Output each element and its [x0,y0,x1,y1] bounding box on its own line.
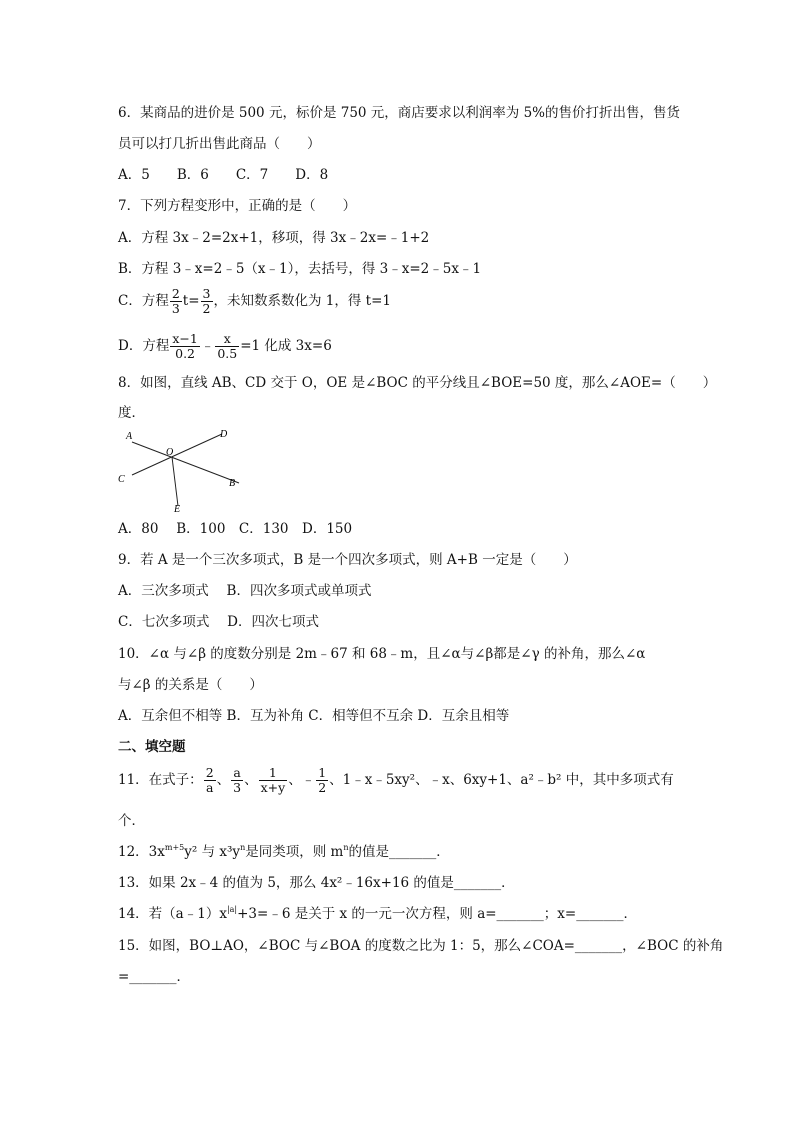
ray-oe [172,457,178,506]
q9-options-2: C．七次多项式 D．四次七项式 [118,614,319,630]
label-e: E [174,504,181,515]
label-d: D [220,429,228,440]
fraction: $\frac{1}{x+y}$ [260,765,286,795]
q11-line2: 个． [118,813,145,829]
q6-line2: 员可以打几折出售此商品（ ） [118,136,321,152]
q8-line2: 度． [118,405,145,421]
line-cd [132,434,222,475]
q7-stem: 7．下列方程变形中，正确的是（ ） [118,198,357,214]
fraction: $\frac{3}{2}$ [202,286,211,316]
q12: 12．$3x^{m+5}y^2$ 与 $x^3y^n$是同类项，则 $m^n$的值是_______． [118,843,450,860]
q14: 14．若$(a﹣1)x^{|a|}+3=﹣6$ 是关于 x 的一元一次方程，则 a=_______；x=_______． [118,905,637,922]
geometry-figure [112,420,252,520]
q7-option-d: D．方程 $\frac{x-1}{0.2}$ ﹣ $\frac{x}{0.5}$ =1 化成 3x=6 [118,331,332,361]
q10-line1: 10．∠α 与∠β 的度数分别是 2m﹣67 和 68﹣m，且∠α与∠β都是∠γ 的补角，那么∠α [118,646,646,662]
q7-c-prefix: C．方程 [118,293,169,309]
q10-line2: 与∠β 的关系是（ ） [118,677,263,693]
q7-option-c: C．方程 $\frac{2}{3}$ t= $\frac{3}{2}$ ，未知数系数化为 1，得 t=1 [118,286,391,316]
label-o: O [166,447,174,458]
section-heading: 二、填空题 [118,739,186,755]
q9-options-1: A．三次多项式 B．四次多项式或单项式 [118,583,372,599]
fraction: $\frac{2}{3}$ [171,286,180,316]
line-ab [132,442,239,483]
q15-line2: =_______． [118,969,191,985]
q10-options: A．互余但不相等 B．互为补角 C．相等但不互余 D．互余且相等 [118,708,510,724]
fraction: $\frac{a}{3}$ [233,765,242,795]
q6-line1: 6．某商品的进价是 500 元，标价是 750 元，商店要求以利润率为 5%的售价打折出售，售货 [118,105,680,121]
fraction: $\frac{x}{0.5}$ [217,331,238,361]
q11-line1: 11．在式子： $\frac{2}{a}$ 、 $\frac{a}{3}$ 、 $\frac{1}{x+y}$ 、﹣ $\frac{1}{2}$ 、1﹣x﹣5xy²、﹣x、6xy+1、a²﹣b² 中，其中多项式有 [118,765,674,795]
q7-option-b: B．方程 3﹣x=2﹣5（x﹣1），去括号，得 3﹣x=2﹣5x﹣1 [118,261,482,277]
fraction: $\frac{1}{2}$ [318,765,327,795]
label-c: C [118,474,125,485]
q15-line1: 15．如图，BO⊥AO，∠BOC 与∠BOA 的度数之比为 1：5，那么∠COA=_______，∠BOC 的补角 [118,938,724,954]
q6-options: A．5 B．6 C．7 D．8 [118,167,329,183]
fraction: $\frac{x-1}{0.2}$ [172,331,198,361]
q13: 13．如果 2x﹣4 的值为 5，那么 4x²﹣16x+16 的值是_______． [118,875,515,891]
label-b: B [229,478,236,489]
q9-stem: 9．若 A 是一个三次多项式，B 是一个四次多项式，则 A+B 一定是（ ） [118,552,577,568]
q8-line1: 8．如图，直线 AB、CD 交于 O，OE 是∠BOC 的平分线且∠BOE=50 度，那么∠AOE=（ ） [118,375,717,391]
fraction: $\frac{2}{a}$ [205,765,214,795]
q7-option-a: A．方程 3x﹣2=2x+1，移项，得 3x﹣2x=﹣1+2 [118,230,430,246]
q8-options: A．80 B．100 C．130 D．150 [118,521,353,537]
label-a: A [126,431,133,442]
